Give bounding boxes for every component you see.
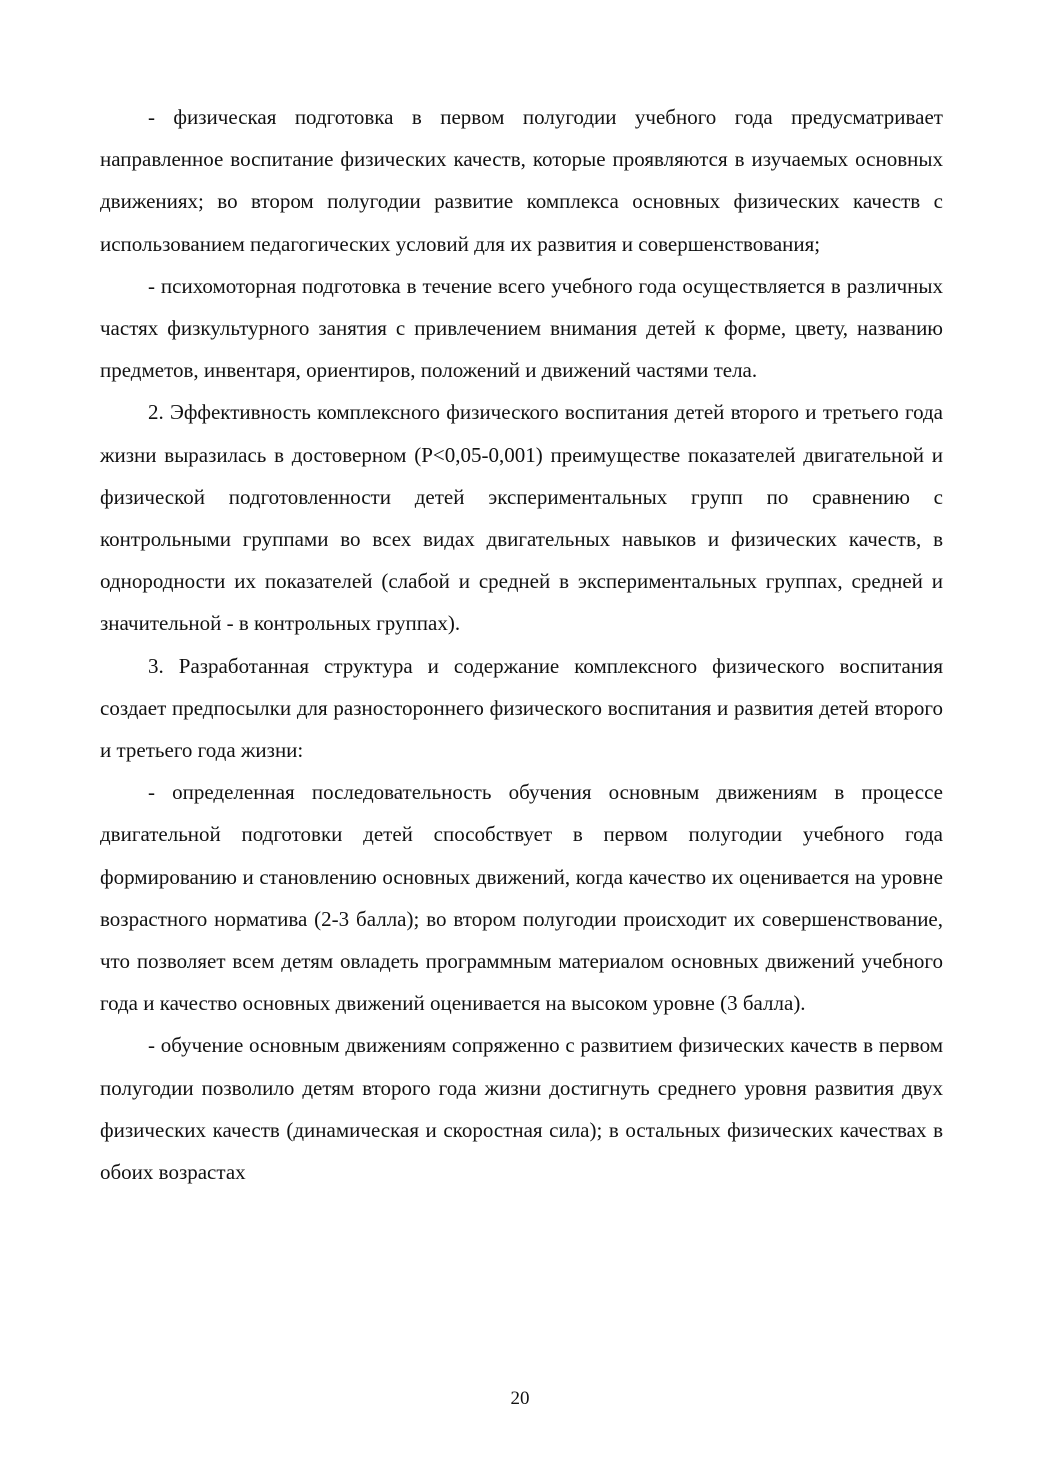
paragraph-movement-training: - обучение основным движениям сопряженно с развитием физических качеств в первом полугодии позволило детям второго года жизни достигнуть среднего уровня развития двух физических качеств (динамическая и скоростная сила); в остальных физических качествах в обоих возрастах xyxy=(100,1033,943,1185)
document-page xyxy=(100,96,943,1396)
paragraph-conclusion-3: 3. Разработанная структура и содержание комплексного физического воспитания создает предпосылки для разностороннего физического воспитания и развития детей второго и третьего года жизни: xyxy=(100,653,943,763)
paragraph-conclusion-2: 2. Эффективность комплексного физического воспитания детей второго и третьего года жизни выразилась в достоверном (Р<0,05-0,001) преимуществе показателей двигательной и физической подготовленности детей экспериментальных групп по сравнению с контрольными группами во всех видах двигательных навыков и физических качеств, в однородности их показателей (слабой и средней в экспериментальных группах, средней и значительной - в контрольных группах). xyxy=(100,400,943,636)
page-number: 20 xyxy=(510,1388,530,1409)
paragraph-psychomotor-training: - психомоторная подготовка в течение всего учебного года осуществляется в различных частях физкультурного занятия с привлечением внимания детей к форме, цвету, названию предметов, инвентаря, ориентиров, положений и движений частями тела. xyxy=(100,273,943,383)
paragraph-movement-sequence: - определенная последовательность обучения основным движениям в процессе двигательной подготовки детей способствует в первом полугодии учебного года формированию и становлению основных движений, когда качество их оценивается на уровне возрастного норматива (2-3 балла); во втором полугодии происходит их совершенствование, что позволяет всем детям овладеть программным материалом основных движений учебного года и качество основных движений оценивается на высоком уровне (3 балла). xyxy=(100,780,943,1016)
paragraph-physical-training: - физическая подготовка в первом полугодии учебного года предусматривает направленное воспитание физических качеств, которые проявляются в изучаемых основных движениях; во втором полугодии развитие комплекса основных физических качеств с использованием педагогических условий для их развития и совершенствования; xyxy=(100,105,943,256)
